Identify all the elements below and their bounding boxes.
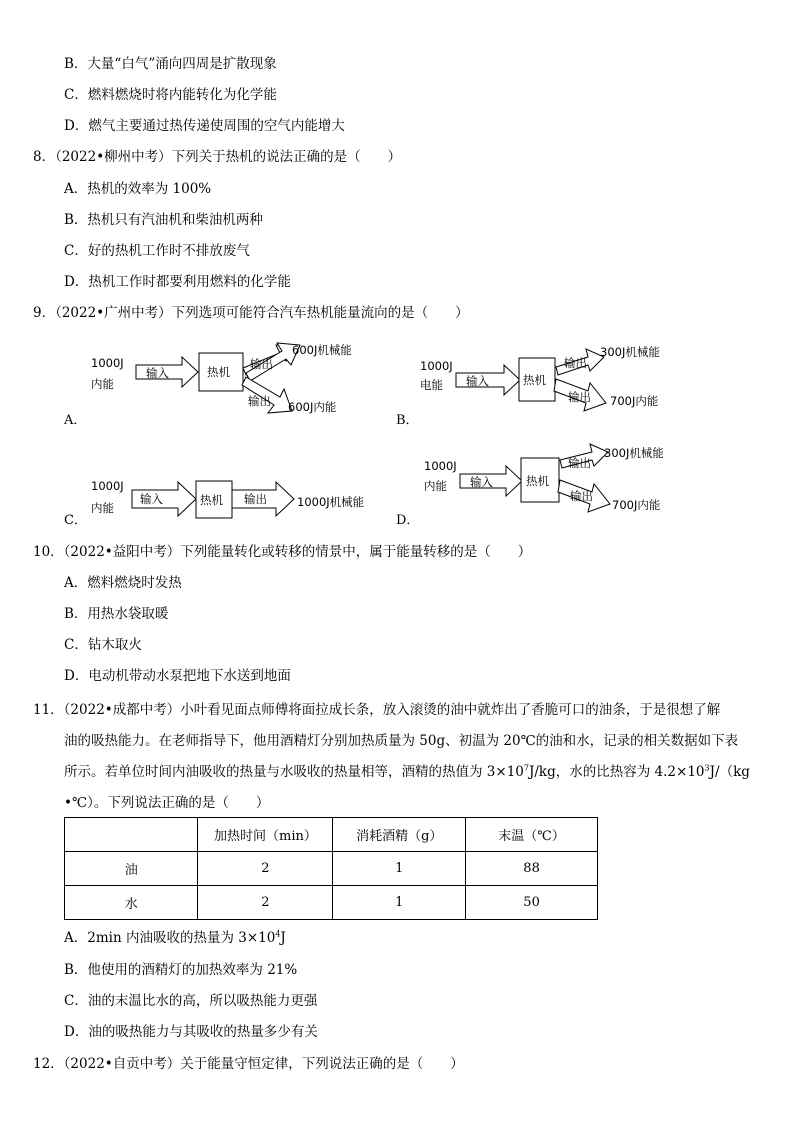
q11-option-a: A．2min 内油吸收的热量为 $3\times 10^4J$ (64, 929, 286, 946)
table-cell: 油 (65, 852, 198, 886)
diagram-d-letter: D． (396, 513, 420, 528)
table-cell: 水 (65, 886, 198, 920)
q7-option-c: C．燃料燃烧时将内能转化为化学能 (64, 87, 277, 103)
table-header-cell (65, 818, 198, 852)
q7-option-b: B．大量“白气”涌向四周是扩散现象 (64, 56, 277, 72)
diagram-b-output-label-1: 输出 (564, 356, 587, 370)
diagram-d-input-amount: 1000J (424, 459, 457, 473)
diagram-d-input-type: 内能 (424, 479, 447, 493)
table-header-cell: 消耗酒精（g） (333, 818, 466, 852)
q11-option-d: D．油的吸热能力与其吸收的热量多少有关 (64, 1024, 318, 1040)
table-row (65, 852, 598, 886)
diagram-a-output-2: 600J内能 (288, 400, 337, 414)
q9-diagram-d (392, 440, 712, 532)
q10-option-d: D．电动机带动水泵把地下水送到地面 (64, 668, 291, 684)
diagram-b-input-type: 电能 (420, 378, 443, 392)
diagram-b-engine-label: 热机 (523, 373, 546, 387)
table-cell: 50 (466, 886, 598, 920)
diagram-c-output-label: 输出 (244, 492, 267, 506)
diagram-d-output-2: 700J内能 (612, 498, 661, 512)
diagram-d-output-label-2: 输出 (570, 489, 593, 503)
table-header-cell: 加热时间（min） (198, 818, 333, 852)
diagram-c-input-label: 输入 (140, 492, 163, 506)
q9-diagram-c (60, 452, 380, 532)
diagram-b-input-label: 输入 (466, 374, 489, 388)
diagram-b-output-label-2: 输出 (568, 390, 591, 404)
q12-stem: 12．（2022•自贡中考）关于能量守恒定律，下列说法正确的是（ ） (33, 1056, 464, 1072)
q11-line-3: 所示。若单位时间内油吸收的热量与水吸收的热量相等，酒精的热值为 $3\times 10^7J/kg$，水的比热容为 $4.2\times 10^3J/(kg$ (64, 763, 750, 780)
diagram-a-letter: A． (64, 413, 87, 428)
q9-diagram-b (392, 335, 712, 430)
table-row (65, 886, 598, 920)
table-cell: 1 (333, 852, 466, 886)
table-cell: 2 (198, 852, 333, 886)
diagram-c-output-1: 1000J机械能 (297, 495, 365, 509)
table-cell: 2 (198, 886, 333, 920)
diagram-a-engine-label: 热机 (207, 365, 230, 379)
diagram-d-input-label: 输入 (470, 475, 493, 489)
diagram-c-input-amount: 1000J (91, 479, 124, 493)
q8-option-c: C．好的热机工作时不排放废气 (64, 243, 250, 259)
diagram-a-output-label-2: 输出 (248, 394, 271, 408)
diagram-a-input-amount: 1000J (91, 356, 124, 370)
diagram-a-input-label: 输入 (146, 366, 169, 380)
diagram-c-input-type: 内能 (91, 501, 114, 515)
q8-option-b: B．热机只有汽油机和柴油机两种 (64, 212, 263, 228)
q10-stem: 10．（2022•益阳中考）下列能量转化或转移的情景中，属于能量转移的是（ ） (33, 544, 532, 560)
q8-option-d: D．热机工作时都要利用燃料的化学能 (64, 274, 291, 290)
q10-option-b: B．用热水袋取暖 (64, 606, 169, 622)
q11-line-4: •℃）。下列说法正确的是（ ） (64, 795, 270, 811)
diagram-b-output-2: 700J内能 (610, 394, 659, 408)
q11-line-2: 油的吸热能力。在老师指导下，他用酒精灯分别加热质量为 50g、初温为 20℃的油和水，记录的相关数据如下表 (64, 733, 739, 749)
q8-stem: 8．（2022•柳州中考）下列关于热机的说法正确的是（ ） (33, 149, 402, 165)
q9-diagram-a (60, 335, 380, 430)
diagram-b-output-1: 300J机械能 (600, 345, 660, 359)
q11-line-1: 11．（2022•成都中考）小叶看见面点师傅将面拉成长条，放入滚烫的油中就炸出了香脆可口的油条，于是很想了解 (33, 702, 721, 718)
q11-data-table (64, 817, 598, 920)
q8-option-a: A．热机的效率为 100% (64, 181, 212, 197)
diagram-c-engine-label: 热机 (200, 493, 223, 507)
diagram-a-output-1: 600J机械能 (292, 343, 352, 357)
q10-option-c: C．钻木取火 (64, 637, 142, 653)
table-cell: 88 (466, 852, 598, 886)
q9-stem: 9．（2022•广州中考）下列选项可能符合汽车热机能量流向的是（ ） (33, 305, 469, 321)
table-header-row (65, 818, 598, 852)
diagram-a-input-type: 内能 (91, 377, 114, 391)
diagram-d-output-1: 300J机械能 (604, 446, 664, 460)
table-cell: 1 (333, 886, 466, 920)
q11-option-c: C．油的末温比水的高，所以吸热能力更强 (64, 993, 318, 1009)
diagram-a-output-label-1: 输出 (250, 357, 273, 371)
diagram-d-engine-label: 热机 (526, 474, 549, 488)
diagram-d-output-label-1: 输出 (568, 456, 591, 470)
diagram-b-letter: B． (396, 413, 419, 428)
q10-option-a: A．燃料燃烧时发热 (64, 575, 182, 591)
diagram-c-letter: C． (64, 513, 87, 528)
diagram-b-input-amount: 1000J (420, 359, 453, 373)
q11-option-b: B．他使用的酒精灯的加热效率为 21% (64, 962, 298, 978)
table-header-cell: 末温（℃） (466, 818, 598, 852)
q7-option-d: D．燃气主要通过热传递使周围的空气内能增大 (64, 118, 345, 134)
